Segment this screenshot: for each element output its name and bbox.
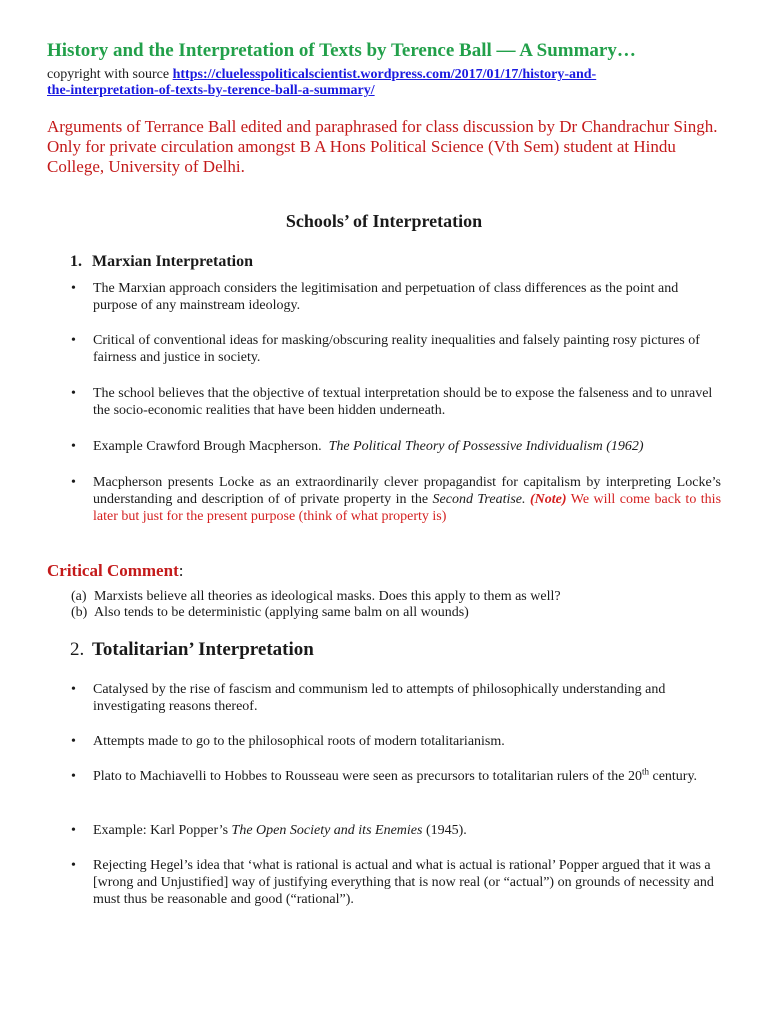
note-text: We will come back to this later but just for the present purpose (think of what property is) [93,492,722,524]
critical-comment-end: t [173,561,179,580]
second-treatise-title: Second Treatise. [432,492,526,507]
bullet-icon: • [71,386,76,401]
bullet-text: Rejecting Hegel’s idea that ‘what is rational is actual and what is actual is rational’ Popper argued that it was a [wrong and Unjustified] way of justifying everything that is now real (or “actual”) on grounds of necessity and must thus be reasonable and good (“rational”). [93,858,714,907]
locke-text: Macpherson presents Locke as an extraordinarily clever propagandist for capitalism by interpreting Locke’s understanding and description of of private property in the [93,475,721,507]
bullet-text [93,438,721,455]
note-label: (Note) [530,492,567,507]
comment-item [71,605,469,621]
comment-item [71,589,561,605]
example-book-title: The Political Theory of Possessive Individualism (1962) [328,439,644,454]
bullet-text [93,768,721,785]
example-prefix: Example Crawford Brough Macpherson. [93,439,322,454]
bullet-icon: • [71,734,76,749]
bullet-text: Critical of conventional ideas for masking/obscuring reality inequalities and falsely painting rosy pictures of fairness and justice in society. [93,333,700,365]
marxian-number: 1. [70,253,82,270]
bullet-icon: • [71,858,76,873]
totalitarian-heading [70,639,314,661]
bullet-icon: • [71,769,76,784]
comment-label: (b) [71,605,88,620]
popper-example-prefix: Example: Karl Popper’s [93,823,232,838]
document-title: History and the Interpretation of Texts by Terence Ball — A Summary… [47,40,636,61]
bullet-text [93,474,721,525]
source-link-line1[interactable]: https://cluelesspoliticalscientist.wordpress.com/2017/01/17/history-and- [172,67,597,82]
precursors-superscript: th [641,766,649,777]
popper-book-title: The Open Society and its Enemies [231,823,423,838]
bullet-icon: • [71,281,76,296]
bullet-icon: • [71,475,76,490]
bullet-icon: • [71,333,76,348]
marxian-title: Marxian Interpretation [92,253,254,270]
totalitarian-title: Totalitarian’ Interpretation [92,639,314,660]
critical-comment-heading [47,561,183,581]
bullet-icon: • [71,682,76,697]
critical-comment-main: Critical Commen [47,561,174,580]
critical-comment-colon: : [178,561,184,580]
totalitarian-number: 2. [70,639,85,660]
marxian-heading [70,253,253,271]
bullet-text [93,822,721,839]
bullet-icon: • [71,439,76,454]
popper-book-year: (1945). [422,823,467,838]
intro-paragraph: Arguments of Terrance Ball edited and paraphrased for class discussion by Dr Chandrachur Singh. Only for private circulation amongst B A Hons Political Science (Vth Sem) student at Hindu College, University of Delhi. [47,117,718,176]
bullet-icon: • [71,823,76,838]
bullet-text: Attempts made to go to the philosophical roots of modern totalitarianism. [93,734,505,749]
bullet-text: The Marxian approach considers the legitimisation and perpetuation of class differences as the point and purpose of any mainstream ideology. [93,281,679,313]
comment-text: Also tends to be deterministic (applying same balm on all wounds) [94,605,469,620]
comment-text: Marxists believe all theories as ideological masks. Does this apply to them as well? [94,589,561,604]
source-link-line2[interactable]: the-interpretation-of-texts-by-terence-ball-a-summary/ [47,83,375,98]
precursors-end: century. [648,769,698,784]
comment-label: (a) [71,589,87,604]
bullet-text: Catalysed by the rise of fascism and communism led to attempts of philosophically understanding and investigating reasons thereof. [93,682,666,714]
bullet-text: The school believes that the objective of textual interpretation should be to expose the falseness and to unravel the socio-economic realities that have been hidden underneath. [93,386,713,418]
precursors-text: Plato to Machiavelli to Hobbes to Rousseau were seen as precursors to totalitarian rulers of the 20 [93,769,642,784]
copyright-prefix: copyright with source [47,67,173,82]
copyright-line [47,67,727,99]
section-heading: Schools’ of Interpretation [285,211,483,231]
